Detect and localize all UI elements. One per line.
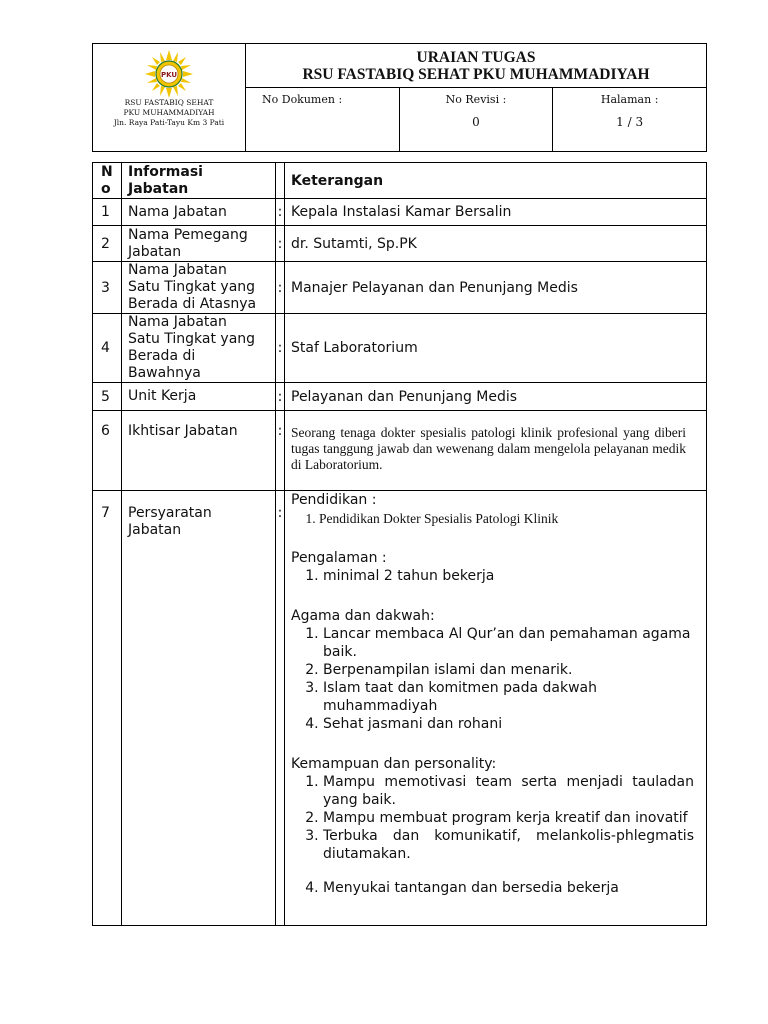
row-info-line: Nama Jabatan (128, 314, 227, 330)
no-dokumen-label: No Dokumen : (262, 93, 343, 106)
row-keterangan: Pelayanan dan Penunjang Medis (285, 383, 707, 411)
row-info (122, 226, 276, 262)
row-info: Nama Jabatan (122, 199, 276, 226)
table-row (93, 411, 707, 491)
pengalaman-title: Pengalaman : (291, 550, 387, 566)
kemampuan-title: Kemampuan dan personality: (291, 756, 497, 772)
table-row (93, 199, 707, 226)
row-keterangan-cell (285, 411, 707, 491)
row-separator: : (276, 226, 285, 262)
row-info (122, 262, 276, 314)
row-info: Ikhtisar Jabatan (122, 411, 276, 491)
list-item: 4. Sehat jasmani dan rohani (323, 715, 700, 733)
org-name-2: PKU MUHAMMADIYAH (123, 108, 215, 117)
row-info: Unit Kerja (122, 383, 276, 411)
row-info-line: Jabatan (128, 243, 182, 260)
row-separator: : (276, 314, 285, 383)
header-keterangan: Keterangan (285, 163, 707, 199)
row-separator: : (276, 199, 285, 226)
document-subtitle: RSU FASTABIQ SEHAT PKU MUHAMMADIYAH (302, 66, 650, 83)
list-item: 1. Mampu memotivasi team serta menjadi tauladan yang baik. (323, 773, 700, 809)
no-revisi-cell (399, 88, 553, 152)
row-info-line: Nama Pemegang (128, 226, 248, 243)
pengalaman-list (291, 567, 700, 585)
header-no-line-1: N (101, 163, 113, 180)
sun-logo-icon (145, 50, 193, 98)
org-address (93, 98, 245, 128)
no-dokumen-cell (246, 88, 400, 152)
halaman-cell (553, 88, 707, 152)
row-info (122, 314, 276, 383)
row-number: 1 (93, 199, 122, 226)
org-address-line: Jln. Raya Pati-Tayu Km 3 Pati (113, 118, 225, 127)
kemampuan-list (291, 773, 700, 897)
header-info-line-2: Jabatan (128, 180, 189, 197)
table-row (93, 314, 707, 383)
row-info-line: Berada di Atasnya (128, 296, 257, 312)
no-revisi-value: 0 (472, 115, 480, 129)
header-info (122, 163, 276, 199)
row-info-line: Berada di (128, 348, 196, 364)
list-item: 3. Terbuka dan komunikatif, melankolis-phlegmatis diutamakan. (323, 827, 700, 863)
org-name-1: RSU FASTABIQ SEHAT (124, 98, 214, 107)
row-info-line: Satu Tingkat yang (128, 331, 256, 347)
logo-text: PKU (160, 71, 178, 79)
agama-title: Agama dan dakwah: (291, 608, 435, 624)
agama-list (291, 625, 700, 733)
table-row (93, 383, 707, 411)
row-number: 6 (93, 411, 122, 491)
row-info-line: Nama Jabatan (128, 262, 227, 278)
table-row (93, 262, 707, 314)
table-row (93, 491, 707, 926)
table-header-row (93, 163, 707, 199)
halaman-label: Halaman : (600, 93, 659, 106)
persyaratan-cell (285, 491, 707, 926)
row-keterangan: Seorang tenaga dokter spesialis patologi klinik profesional yang diberi tugas tanggung jawab dan wewenang dalam mengelola pelayanan medik di Laboratorium. (291, 425, 686, 472)
header-no (93, 163, 122, 199)
header-info-line-1: Informasi (128, 163, 203, 180)
job-description-table (92, 162, 707, 926)
row-keterangan: dr. Sutamti, Sp.PK (285, 226, 707, 262)
list-item: 2. Berpenampilan islami dan menarik. (323, 661, 700, 679)
row-separator: : (276, 411, 285, 491)
row-keterangan: Kepala Instalasi Kamar Bersalin (285, 199, 707, 226)
header-sep (276, 163, 285, 199)
row-number: 4 (93, 314, 122, 383)
row-info-line: Bawahnya (128, 365, 201, 381)
pendidikan-title: Pendidikan : (291, 492, 377, 508)
list-item: 1. Lancar membaca Al Qur’an dan pemahaman agama baik. (323, 625, 700, 661)
header-no-line-2: o (101, 180, 111, 197)
halaman-value: 1 / 3 (616, 115, 644, 129)
row-keterangan: Staf Laboratorium (285, 314, 707, 383)
list-item: 3. Islam taat dan komitmen pada dakwah muhammadiyah (323, 679, 700, 715)
pendidikan-list (291, 511, 700, 527)
row-info (122, 491, 276, 926)
row-number: 3 (93, 262, 122, 314)
list-item: 2. Mampu membuat program kerja kreatif dan inovatif (323, 809, 700, 827)
row-info-line: Jabatan (128, 522, 182, 538)
row-keterangan: Manajer Pelayanan dan Penunjang Medis (285, 262, 707, 314)
table-row (93, 226, 707, 262)
document-header (92, 43, 707, 152)
list-item: 1. minimal 2 tahun bekerja (323, 567, 700, 585)
no-revisi-label: No Revisi : (445, 93, 507, 106)
row-number: 7 (93, 491, 122, 926)
document-title-cell (246, 44, 707, 88)
list-item: 1. Pendidikan Dokter Spesialis Patologi Klinik (319, 511, 700, 527)
list-item: 4. Menyukai tantangan dan bersedia bekerja (323, 879, 700, 897)
document-title: URAIAN TUGAS (416, 49, 536, 66)
row-number: 2 (93, 226, 122, 262)
row-info-line: Satu Tingkat yang (128, 279, 256, 295)
logo-cell (93, 44, 246, 152)
row-separator: : (276, 262, 285, 314)
row-info-line: Persyaratan (128, 505, 212, 521)
row-separator: : (276, 491, 285, 926)
row-separator: : (276, 383, 285, 411)
row-number: 5 (93, 383, 122, 411)
